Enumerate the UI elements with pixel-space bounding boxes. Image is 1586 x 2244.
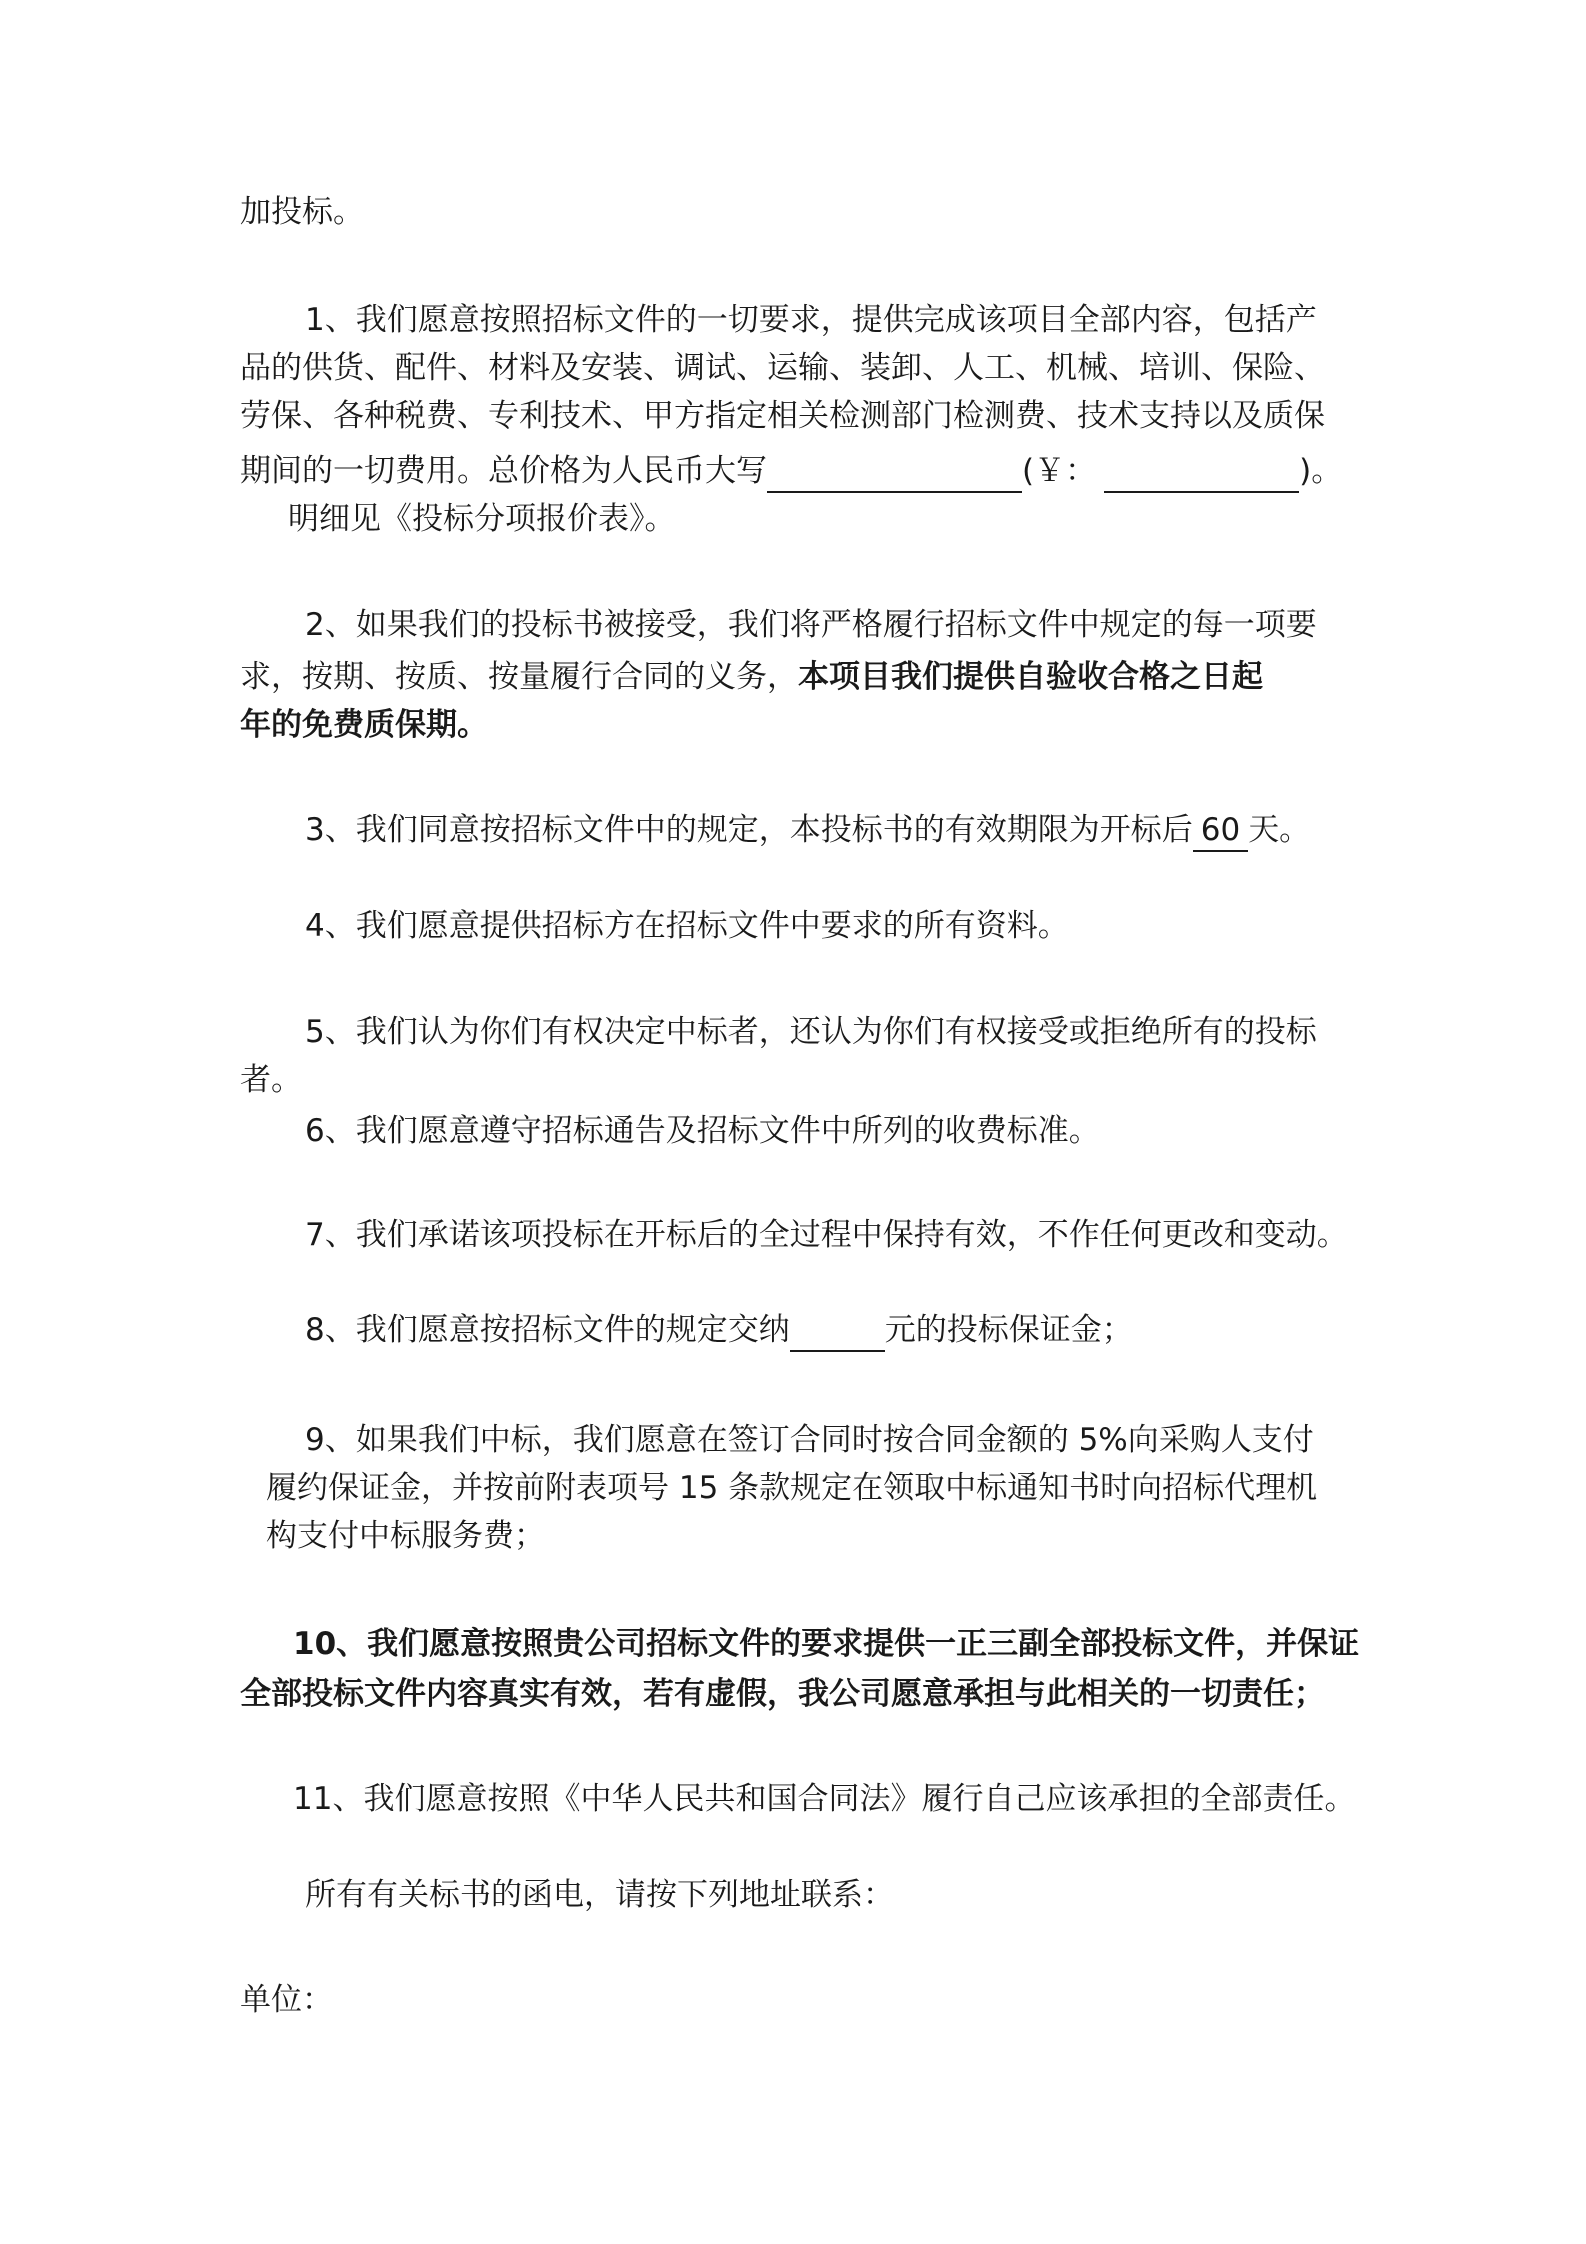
clause-11-line: 11、我们愿意按照《中华人民共和国合同法》履行自己应该承担的全部责任。 (293, 1781, 1356, 1817)
clause-3-end: 天。 (1248, 812, 1311, 848)
clause-2-text: 求，按期、按质、按量履行合同的义务， (240, 659, 798, 695)
clause-3-text: 3、我们同意按招标文件中的规定，本投标书的有效期限为开标后 (305, 812, 1193, 848)
clause-9-line-1: 9、如果我们中标，我们愿意在签订合同时按合同金额的 5%向采购人支付 (305, 1422, 1314, 1458)
unit-label: 单位： (240, 1982, 333, 2018)
clause-1-line-5: 明细见《投标分项报价表》。 (288, 501, 676, 537)
deposit-amount-blank (790, 1314, 885, 1352)
clause-1-line-1: 1、我们愿意按照招标文件的一切要求，提供完成该项目全部内容，包括产 (305, 302, 1317, 338)
clause-10-line-2: 全部投标文件内容真实有效，若有虚假，我公司愿意承担与此相关的一切责任； (240, 1676, 1325, 1712)
clause-7-line: 7、我们承诺该项投标在开标后的全过程中保持有效，不作任何更改和变动。 (305, 1217, 1348, 1253)
validity-days: 60 (1193, 810, 1248, 852)
clause-3-line (305, 808, 1310, 852)
clause-2-line-3: 年的免费质保期。 (240, 707, 488, 743)
clause-8-end: 元的投标保证金； (884, 1312, 1133, 1348)
clause-6-line: 6、我们愿意遵守招标通告及招标文件中所列的收费标准。 (305, 1113, 1100, 1149)
clause-8-text: 8、我们愿意按招标文件的规定交纳 (305, 1312, 790, 1348)
clause-2-bold-text: 本项目我们提供自验收合格之日起 (798, 659, 1263, 695)
clause-1-yen-text: (￥： (1022, 453, 1097, 489)
clause-9-line-3: 构支付中标服务费； (266, 1518, 545, 1554)
total-price-words-blank (767, 455, 1022, 493)
clause-1-line-2: 品的供货、配件、材料及安装、调试、运输、装卸、人工、机械、培训、保险、 (240, 350, 1325, 386)
clause-1-line-3: 劳保、各种税费、专利技术、甲方指定相关检测部门检测费、技术支持以及质保 (240, 398, 1325, 434)
clause-5-line-1: 5、我们认为你们有权决定中标者，还认为你们有权接受或拒绝所有的投标 (305, 1014, 1317, 1050)
clause-5-line-2: 者。 (240, 1062, 302, 1098)
clause-9-line-2: 履约保证金，并按前附表项号 15 条款规定在领取中标通知书时向招标代理机 (266, 1470, 1318, 1506)
clause-1-line-4 (240, 449, 1342, 493)
clause-4-line: 4、我们愿意提供招标方在招标文件中要求的所有资料。 (305, 908, 1069, 944)
clause-2-line-1: 2、如果我们的投标书被接受，我们将严格履行招标文件中规定的每一项要 (305, 607, 1317, 643)
clause-10-line-1: 10、我们愿意按照贵公司招标文件的要求提供一正三副全部投标文件，并保证 (293, 1626, 1360, 1662)
clause-1-price-text: 期间的一切费用。总价格为人民币大写 (240, 453, 767, 489)
intro-line: 加投标。 (240, 194, 364, 230)
total-price-number-blank (1104, 455, 1299, 493)
clause-8-line (305, 1308, 1133, 1352)
contact-line: 所有有关标书的函电，请按下列地址联系： (305, 1877, 894, 1913)
clause-2-line-2 (240, 655, 1263, 699)
clause-1-close-text: )。 (1299, 453, 1343, 489)
